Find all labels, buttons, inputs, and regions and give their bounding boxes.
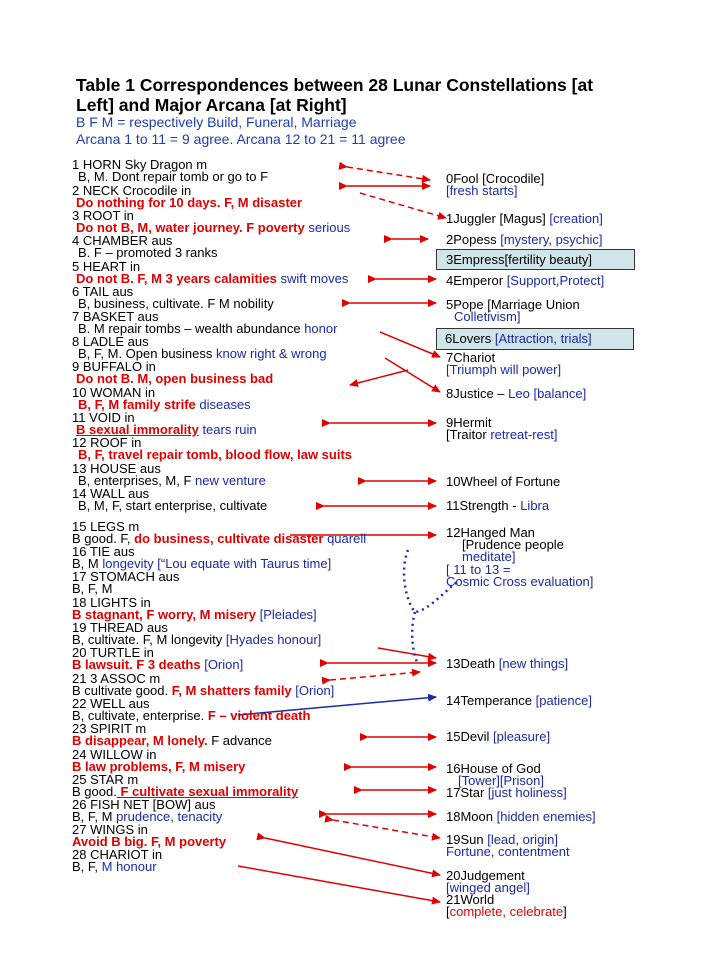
lunar-26-desc: B, F, M prudence, tenacity <box>72 809 223 824</box>
arcana-13: 13Death [new things] <box>446 656 569 671</box>
lunar-27-header: 27 WINGS in <box>72 822 148 837</box>
title-line-1: Table 1 Correspondences between 28 Lunar Constellations [at <box>76 75 594 95</box>
arcana-9-meaning: [Traitor retreat-rest] <box>446 427 558 442</box>
lunar-17-desc: B, F, M <box>72 581 113 596</box>
arcana-21-meaning: [complete, celebrate] <box>446 904 567 919</box>
lunar-13-header: 13 HOUSE aus <box>72 461 161 476</box>
title-line-2: Left] and Major Arcana [at Right] <box>76 95 347 115</box>
lunar-10-desc: B, F, M family strife diseases <box>78 397 251 412</box>
lunar-16-desc: B, M longevity [“Lou equate with Taurus time] <box>72 556 332 571</box>
arcana-1: 1Juggler [Magus] [creation] <box>446 211 603 226</box>
lunar-12-header: 12 ROOF in <box>72 435 142 450</box>
lunar-17-header: 17 STOMACH aus <box>72 569 180 584</box>
lunar-14-desc: B, M, F, start enterprise, cultivate <box>78 498 268 513</box>
lunar-4-header: 4 CHAMBER aus <box>72 233 173 248</box>
arrow-buffalo-justice <box>350 370 408 385</box>
lunar-25-desc: B good. F cultivate sexual immorality <box>72 784 299 799</box>
lunar-15-desc: B good. F, do business, cultivate disaster quarell <box>72 531 367 546</box>
arcana-4: 4Emperor [Support,Protect] <box>446 273 605 288</box>
arcana-7-label: 7Chariot <box>446 350 496 365</box>
cosmic-cross-note-2: Cosmic Cross evaluation] <box>446 574 594 589</box>
arcana-20-label: 20Judgement <box>446 868 525 883</box>
arrow-wings-judgement <box>265 838 440 875</box>
arcana-15: 15Devil [pleasure] <box>446 729 551 744</box>
lunar-20-header: 20 TURTLE in <box>72 645 154 660</box>
lunar-6-desc: B, business, cultivate. F M nobility <box>78 296 274 311</box>
lunar-6-header: 6 TAIL aus <box>72 284 134 299</box>
lunar-14-header: 14 WALL aus <box>72 486 150 501</box>
lunar-3-header: 3 ROOT in <box>72 208 134 223</box>
lunar-5-header: 5 HEART in <box>72 259 141 274</box>
arcana-7-meaning: [Triumph will power] <box>446 362 562 377</box>
arrow-ladle-justice <box>385 358 440 392</box>
lunar-26-header: 26 FISH NET [BOW] aus <box>72 797 216 812</box>
arcana-20-meaning: [winged angel] <box>446 880 530 895</box>
arcana-18: 18Moon [hidden enemies] <box>446 809 596 824</box>
lunar-2-desc: Do nothing for 10 days. F, M disaster <box>76 195 303 210</box>
arcana-10: 10Wheel of Fortune <box>446 474 561 489</box>
arcana-2: 2Popess [mystery, psychic] <box>446 232 603 247</box>
arcana-19-meaning: Fortune, contentment <box>446 844 570 859</box>
lunar-7-desc: B. M repair tombs – wealth abundance honor <box>78 321 338 336</box>
lunar-5-desc: Do not B. F, M 3 years calamities swift moves <box>76 271 349 286</box>
arcana-17: 17Star [just holiness] <box>446 785 567 800</box>
arcana-0-label: 0Fool [Crocodile] <box>446 171 545 186</box>
arrow-chariot-world <box>238 866 440 902</box>
lunar-1-header: 1 HORN Sky Dragon m <box>72 157 208 172</box>
arcana-3: 3Empress[fertility beauty] <box>446 252 592 267</box>
arrow-horn-fool <box>347 167 430 180</box>
arrow-turtle-upper <box>378 648 436 658</box>
arrow-neck-juggler <box>360 193 446 218</box>
lunar-23-desc: B disappear, M lonely. F advance <box>72 733 272 748</box>
cosmic-cross-note: [ 11 to 13 = <box>446 562 511 577</box>
lunar-3-desc: Do not B, M, water journey. F poverty serious <box>76 220 351 235</box>
arrow-fishnet-sun <box>333 820 440 838</box>
lunar-7-header: 7 BASKET aus <box>72 309 159 324</box>
arcana-6: 6Lovers [Attraction, trials] <box>445 331 592 346</box>
lunar-24-header: 24 WILLOW in <box>72 747 157 762</box>
arcana-12-meaning: [Prudence people <box>462 537 564 552</box>
arcana-19-label: 19Sun [lead, origin] <box>446 832 559 847</box>
lunar-21-header: 21 3 ASSOC m <box>72 671 161 686</box>
lunar-11-desc: B sexual immorality tears ruin <box>76 422 257 437</box>
arcana-5-label: 5Pope [Marriage Union <box>446 297 580 312</box>
lunar-9-desc: Do not B. M, open business bad <box>76 371 274 386</box>
lunar-12-desc: B, F, travel repair tomb, blood flow, law suits <box>78 447 353 462</box>
arcana-14: 14Temperance [patience] <box>446 693 592 708</box>
lunar-2-header: 2 NECK Crocodile in <box>72 183 192 198</box>
lunar-15-header: 15 LEGS m <box>72 519 140 534</box>
lunar-13-desc: B, enterprises, M, F new venture <box>78 473 266 488</box>
lunar-11-header: 11 VOID in <box>72 410 135 425</box>
lunar-4-desc: B. F – promoted 3 ranks <box>78 245 218 260</box>
lunar-25-header: 25 STAR m <box>72 772 139 787</box>
arcana-5-meaning: Colletivism] <box>454 309 521 324</box>
lunar-8-desc: B, F, M. Open business know right & wrong <box>78 346 327 361</box>
arcana-8: 8Justice – Leo [balance] <box>446 386 587 401</box>
arcana-0-meaning: [fresh starts] <box>446 183 518 198</box>
arcana-11: 11Strength - Libra <box>446 498 550 513</box>
lunar-16-header: 16 TIE aus <box>72 544 135 559</box>
lunar-10-header: 10 WOMAN in <box>72 385 156 400</box>
lunar-20-desc: B lawsuit. F 3 deaths [Orion] <box>72 657 244 672</box>
arcana-9-label: 9Hermit <box>446 415 492 430</box>
arcana-12-meaning-2: meditate] <box>462 549 516 564</box>
lunar-27-desc: Avoid B big. F, M poverty <box>72 834 227 849</box>
lunar-18-header: 18 LIGHTS in <box>72 595 151 610</box>
arcana-12-label: 12Hanged Man <box>446 525 535 540</box>
lunar-21-desc: B cultivate good. F, M shatters family [Orion] <box>72 683 335 698</box>
arrow-assoc-death <box>330 672 420 680</box>
arcana-16-label: 16House of God <box>446 761 541 776</box>
lunar-19-header: 19 THREAD aus <box>72 620 168 635</box>
lunar-23-header: 23 SPIRIT m <box>72 721 147 736</box>
arcana-21-label: 21World <box>446 892 495 907</box>
subtitle-line-2: Arcana 1 to 11 = 9 agree. Arcana 12 to 21 = 11 agree <box>76 131 406 147</box>
lunar-22-header: 22 WELL aus <box>72 696 150 711</box>
lunar-8-header: 8 LADLE aus <box>72 334 149 349</box>
lunar-9-header: 9 BUFFALO in <box>72 359 156 374</box>
lunar-24-desc: B law problems, F, M misery <box>72 759 246 774</box>
lunar-28-header: 28 CHARIOT in <box>72 847 163 862</box>
lunar-1-desc: B, M. Dont repair tomb or go to F <box>78 169 269 184</box>
arrow-basket-chariot <box>380 332 440 357</box>
lunar-22-desc: B, cultivate, enterprise. F – violent death <box>72 708 311 723</box>
lunar-18-desc: B stagnant, F worry, M misery [Pleiades] <box>72 607 317 622</box>
lunar-28-desc: B, F, M honour <box>72 859 157 874</box>
subtitle-line-1: B F M = respectively Build, Funeral, Marriage <box>76 114 357 130</box>
arcana-16-meaning: [Tower][Prison] <box>458 773 544 788</box>
lunar-19-desc: B, cultivate. F, M longevity [Hyades honour] <box>72 632 322 647</box>
